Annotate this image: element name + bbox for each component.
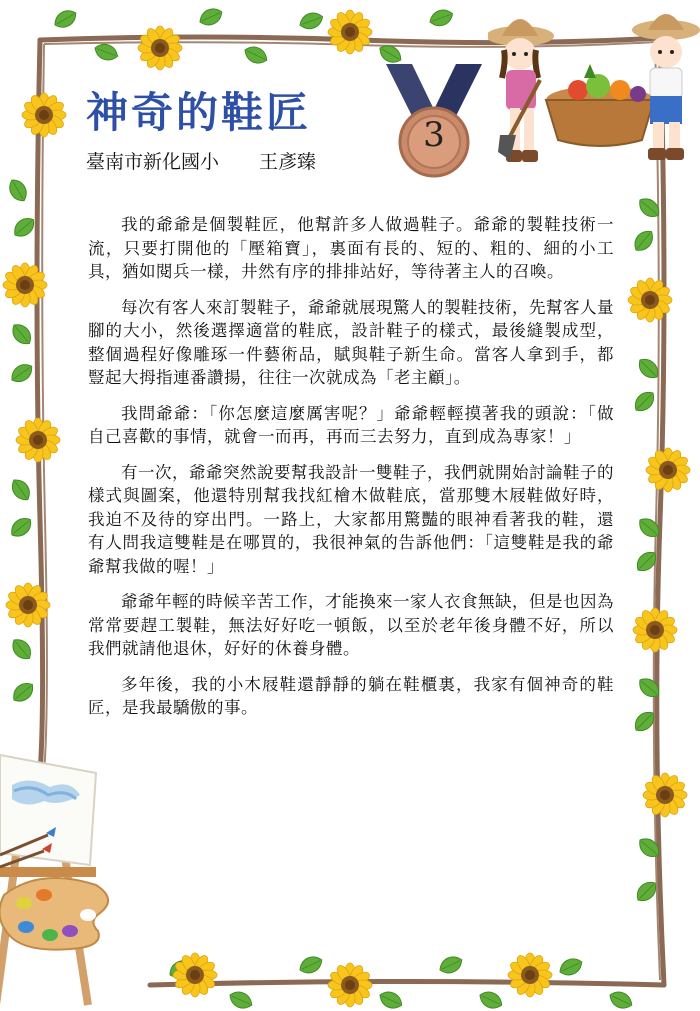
- medal-number: 3: [423, 115, 445, 155]
- article-title: 神奇的鞋匠: [86, 88, 312, 137]
- paragraph: 爺爺年輕的時候辛苦工作，才能換來一家人衣食無缺，但是也因為常常要趕工製鞋，無法好好吃一頓飯，以至於老年後身體不好，所以我們就請他退休，好好的休養身體。: [88, 592, 614, 658]
- byline: [86, 147, 316, 174]
- author-name: 王彥臻: [259, 151, 317, 173]
- school-name: 臺南市新化國小: [86, 151, 220, 173]
- children-vegetable-basket-illustration: [488, 0, 700, 175]
- article-body: [88, 213, 614, 732]
- paragraph: 每次有客人來訂製鞋子，爺爺就展現驚人的製鞋技術，先幫客人量腳的大小，然後選擇適當的鞋底，設計鞋子的樣式，最後縫製成型，整個過程好像雕琢一件藝術品，賦與鞋子新生命。當客人拿到手，都豎起大拇指連番讚揚，往往一次就成為「老主顧」。: [88, 297, 614, 387]
- easel-palette-illustration: [0, 735, 140, 1011]
- paragraph: 我的爺爺是個製鞋匠，他幫許多人做過鞋子。爺爺的製鞋技術一流，只要打開他的「壓箱寶」，裏面有長的、短的、粗的、細的小工具，猶如閱兵一樣，井然有序的排排站好，等待著主人的召喚。: [88, 215, 614, 281]
- paragraph: 有一次，爺爺突然說要幫我設計一雙鞋子，我們就開始討論鞋子的樣式與圖案，他還特別幫我找紅檜木做鞋底，當那雙木屐鞋做好時，我迫不及待的穿出門。一路上，大家都用驚豔的眼神看著我的鞋，還有人問我這雙鞋是在哪買的，我很神氣的告訴他們：「這雙鞋是我的爺爺幫我做的喔！」: [88, 462, 614, 576]
- paragraph: 我問爺爺：「你怎麼這麼厲害呢？」爺爺輕輕摸著我的頭說：「做自己喜歡的事情，就會一而再，再而三去努力，直到成為專家！」: [88, 403, 614, 446]
- paragraph: 多年後，我的小木屐鞋還靜靜的躺在鞋櫃裏，我家有個神奇的鞋匠，是我最驕傲的事。: [88, 674, 614, 717]
